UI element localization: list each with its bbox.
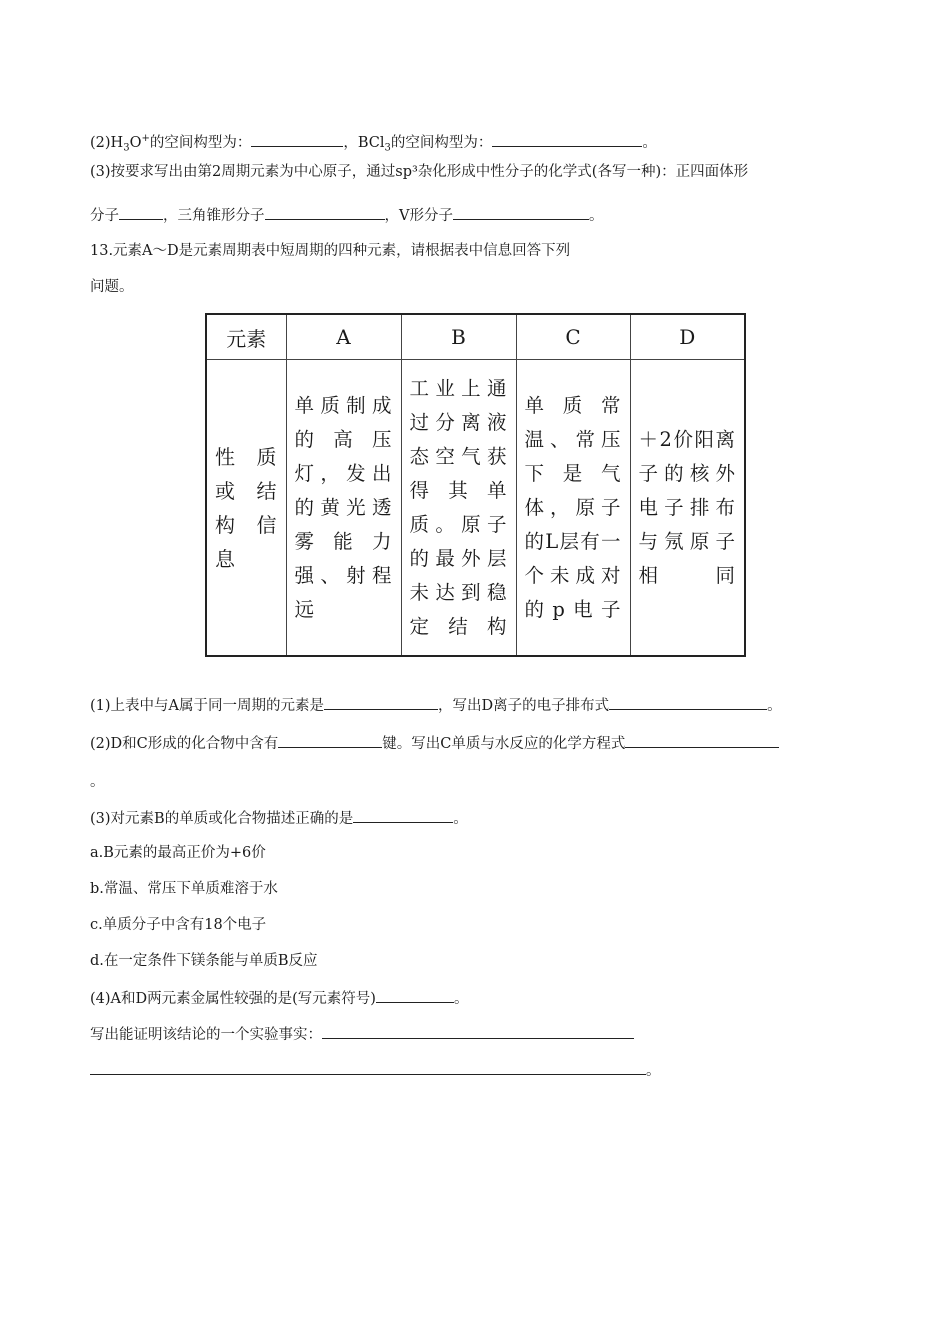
- q12-part3-line2: [90, 203, 603, 227]
- q13-sub4-fact-line2: [90, 1058, 661, 1082]
- q12-part2: $(2)H_3O^+$的空间构型为： ，BCl$_3$的空间构型为： 。: [90, 128, 657, 160]
- punctuation: 。: [453, 991, 469, 1007]
- q12-part3-text: 分子: [90, 208, 119, 224]
- q13-sub4-text: (4)A和D两元素金属性较强的是(写元素符号): [90, 991, 376, 1007]
- option-d: [90, 950, 318, 972]
- q13-sub1-text: ，写出D离子的电子排布式: [438, 698, 610, 714]
- row-label-cell: [206, 360, 286, 657]
- option-d-text: d.在一定条件下镁条能与单质B反应: [90, 953, 318, 969]
- answer-blank-tetrahedral[interactable]: [119, 203, 163, 220]
- answer-blank-stronger-metal[interactable]: [376, 986, 454, 1003]
- q13-intro-line1: [90, 240, 570, 262]
- answer-blank-b-description[interactable]: [353, 806, 453, 823]
- q12-part2-text: ，BCl: [343, 134, 385, 151]
- answer-blank-bond-type[interactable]: [278, 731, 382, 748]
- table-header-row: [206, 314, 745, 360]
- table-header-cell: 元素: [206, 314, 286, 360]
- punctuation: 。: [588, 208, 604, 224]
- answer-blank-v-shape[interactable]: [453, 203, 589, 220]
- punctuation: 。: [453, 811, 468, 827]
- q12-part3-text: ，V形分子: [384, 208, 453, 224]
- answer-blank-h3o-shape[interactable]: [251, 130, 343, 147]
- answer-blank-bcl3-shape[interactable]: [492, 130, 642, 147]
- q13-sub4-fact-text: 写出能证明该结论的一个实验事实：: [90, 1027, 322, 1043]
- q13-sub3: [90, 806, 468, 830]
- option-c: [90, 914, 266, 936]
- option-a-text: a.B元素的最高正价为+6价: [90, 845, 266, 861]
- answer-blank-experiment-fact-cont[interactable]: [90, 1058, 646, 1075]
- q13-intro-line2: [90, 276, 134, 298]
- q12-part2-text: O: [129, 134, 142, 151]
- table-header-cell: D: [630, 314, 745, 360]
- table-row: [206, 360, 745, 657]
- option-b: [90, 878, 278, 900]
- answer-blank-equation[interactable]: [625, 731, 779, 748]
- q12-part3-text: (3)按要求写出由第2周期元素为中心原子，通过sp³杂化形成中性分子的化学式(各写一种)：正四面体形: [90, 164, 749, 180]
- q12-part3-text: ，三角锥形分子: [163, 208, 265, 224]
- answer-blank-same-period[interactable]: [324, 693, 438, 710]
- q13-intro-text: 问题。: [90, 279, 134, 295]
- q13-sub4-fact: [90, 1022, 634, 1046]
- table-header-cell: A: [286, 314, 401, 360]
- q13-sub1: [90, 693, 782, 717]
- q12-part2-text: (2)H: [90, 134, 124, 151]
- cell-text-d: ＋2价阳离子的核外电子排布与氖原子相同: [638, 427, 736, 587]
- option-b-text: b.常温、常压下单质难溶于水: [90, 881, 278, 897]
- answer-blank-electron-config[interactable]: [609, 693, 767, 710]
- q12-part3-line1: [90, 161, 748, 183]
- q13-sub2-text: (2)D和C形成的化合物中含有: [90, 736, 279, 752]
- q13-sub2-text: 键。写出C单质与水反应的化学方程式: [382, 736, 626, 752]
- table-cell: [286, 360, 401, 657]
- punctuation: 。: [642, 134, 657, 151]
- q13-sub3-text: (3)对元素B的单质或化合物描述正确的是: [90, 811, 354, 827]
- punctuation: 。: [767, 698, 782, 714]
- cell-text-a: 单质制成的高压灯，发出的黄光透雾能力强、射程远: [294, 393, 393, 621]
- answer-blank-experiment-fact[interactable]: [322, 1022, 634, 1039]
- table-cell: [401, 360, 516, 657]
- option-a: [90, 842, 266, 864]
- q13-sub4: [90, 986, 468, 1010]
- punctuation: 。: [90, 774, 105, 790]
- q13-sub2-end: [90, 771, 105, 793]
- punctuation: 。: [646, 1063, 661, 1079]
- row-label-text: 性质或结构信息: [215, 444, 278, 571]
- cell-text-b: 工业上通过分离液态空气获得其单质。原子的最外层未达到稳定结构: [409, 376, 508, 638]
- table-header-cell: B: [401, 314, 516, 360]
- table-cell: [516, 360, 630, 657]
- element-info-table: [205, 313, 746, 657]
- q13-sub1-text: (1)上表中与A属于同一周期的元素是: [90, 698, 325, 714]
- q13-sub2: [90, 731, 779, 755]
- q12-part2-text: 的空间构型为：: [149, 134, 252, 151]
- cell-text-c: 单质常温、常压下是气体，原子的L层有一个未成对的p电子: [524, 393, 622, 621]
- q13-intro-text: 13.元素A～D是元素周期表中短周期的四种元素，请根据表中信息回答下列: [90, 243, 571, 259]
- answer-blank-trigonal-pyramidal[interactable]: [265, 203, 385, 220]
- q12-part2-text: 的空间构型为：: [390, 134, 493, 151]
- table-cell: [630, 360, 745, 657]
- option-c-text: c.单质分子中含有18个电子: [90, 917, 267, 933]
- table-header-cell: C: [516, 314, 630, 360]
